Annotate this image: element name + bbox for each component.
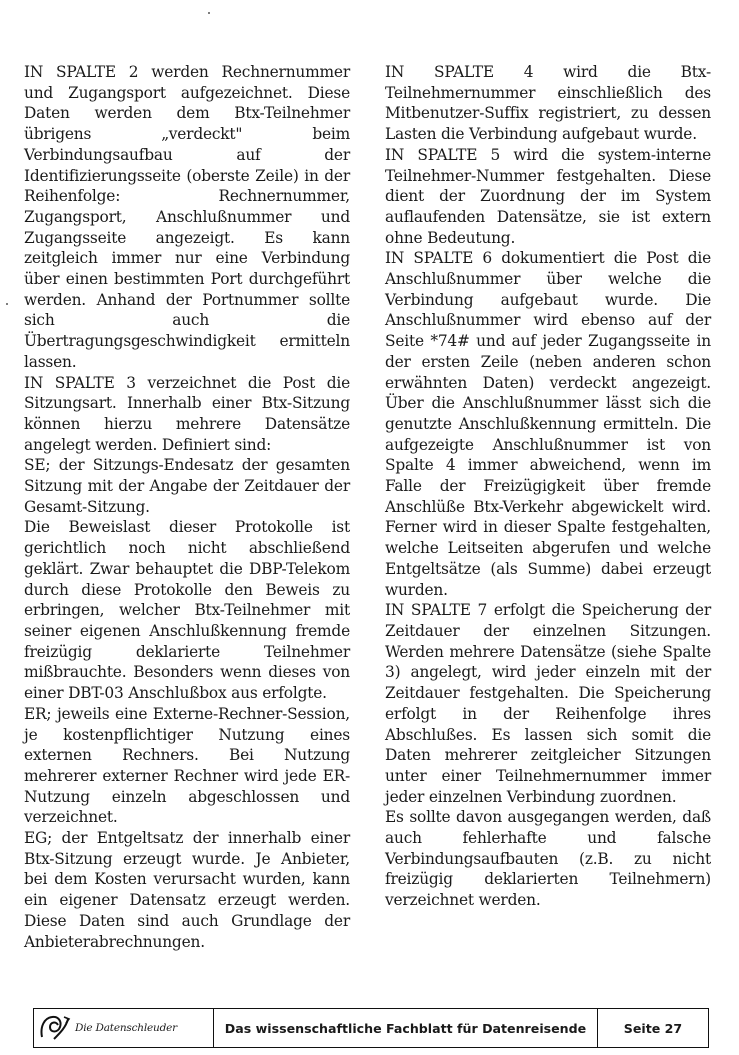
paragraph-spalte-5: IN SPALTE 5 wird die system-interne Teilnehmer-Nummer festgehalten. Diese dient der Zuordnung der im System auflaufenden Datensätze, sie ist extern ohne Bedeutung.: [385, 145, 711, 247]
scan-speck: [6, 303, 8, 305]
paragraph-spalte-4: IN SPALTE 4 wird die Btx-Teilnehmernummer einschließlich des Mitbenutzer-Suffix registriert, zu dessen Lasten die Verbindung aufgebaut wurde.: [385, 63, 711, 144]
page-footer: [33, 1008, 709, 1048]
paragraph-beweislast: Die Beweislast dieser Protokolle ist gerichtlich noch nicht abschließend geklärt. Zwar behauptet die DBP-Telekom durch diese Protokolle den Beweis zu erbringen, welcher Btx-Teilnehmer mit seiner eigenen Anschlußkennung fremde freizügig deklarierte Teilnehmer mißbrauchte. Besonders wenn dieses von einer DBT-03 Anschlußbox aus erfolgte.: [24, 518, 350, 703]
paragraph-se: SE; der Sitzungs-Endesatz der gesamten Sitzung mit der Angabe der Zeitdauer der Gesamt-Sitzung.: [24, 456, 350, 516]
paragraph-eg: EG; der Entgeltsatz der innerhalb einer Btx-Sitzung erzeugt wurde. Je Anbieter, bei dem Kosten verursacht wurden, kann ein eigener Datensatz erzeugt werden. Diese Daten sind auch Grundlage der Anbieterabrechnungen.: [24, 829, 350, 951]
right-column: [385, 62, 711, 911]
paragraph-er: ER; jeweils eine Externe-Rechner-Session, je kostenpflichtiger Nutzung eines externen Rechners. Bei Nutzung mehrerer externer Rechner wird jede ER-Nutzung einzeln abgeschlossen und verzeichnet.: [24, 704, 350, 827]
page-number: Seite 27: [623, 1020, 683, 1036]
footer-logo: [34, 1009, 214, 1047]
paragraph-spalte-2: IN SPALTE 2 werden Rechnernummer und Zugangsport aufgezeichnet. Diese Daten werden dem Btx-Teilnehmer übrigens „verdeckt" beim Verbindungsaufbau auf der Identifizierungsseite (oberste Zeile) in der Reihenfolge: Rechnernummer, Zugangsport, Anschlußnummer und Zugangsseite angezeigt. Es kann zeitgleich immer nur eine Verbindung über einen bestimmten Port durchgeführt werden. Anhand der Portnummer sollte sich auch die Übertragungsgeschwindigkeit ermitteln lassen.: [24, 63, 350, 371]
footer-logo-text: Die Datenschleuder: [75, 1022, 177, 1034]
footer-title: Das wissenschaftliche Fachblatt für Datenreisende: [214, 1009, 598, 1047]
scan-speck: [208, 12, 210, 14]
chaos-knot-icon: [38, 1013, 72, 1043]
left-column: [24, 62, 350, 952]
paragraph-spalte-3: IN SPALTE 3 verzeichnet die Post die Sitzungsart. Innerhalb einer Btx-Sitzung können hierzu mehrere Datensätze angelegt werden. Definiert sind:: [24, 373, 350, 454]
paragraph-fehlerhafte: Es sollte davon ausgegangen werden, daß auch fehlerhafte und falsche Verbindungsaufbauten (z.B. zu nicht freizügig deklarierten Teilnehmern) verzeichnet werden.: [385, 808, 711, 910]
paragraph-spalte-7: IN SPALTE 7 erfolgt die Speicherung der Zeitdauer der einzelnen Sitzungen. Werden mehrere Datensätze (siehe Spalte 3) angelegt, wird jeder einzeln mit der Zeitdauer festgehalten. Die Speicherung erfolgt in der Reihenfolge ihres Abschlußes. Es lassen sich somit die Daten mehrerer zeitgleicher Sitzungen unter einer Teilnehmernummer immer jeder einzelnen Verbindung zuordnen.: [385, 601, 711, 806]
paragraph-spalte-6: IN SPALTE 6 dokumentiert die Post die Anschlußnummer über welche die Verbindung aufgebaut wurde. Die Anschlußnummer wird ebenso auf der Seite *74# und auf jeder Zugangsseite in der ersten Zeile (neben anderen schon erwähnten Daten) verdeckt angezeigt. Über die Anschlußnummer lässt sich die genutzte Anschlußkennung ermitteln. Die aufgezeigte Anschlußnummer ist von Spalte 4 immer abweichend, wenn im Falle der Freizügigkeit über fremde Anschlüße Btx-Verkehr abgewickelt wird. Ferner wird in dieser Spalte festgehalten, welche Leitseiten abgerufen und welche Entgeltsätze (als Summe) dabei erzeugt wurden.: [385, 249, 711, 599]
